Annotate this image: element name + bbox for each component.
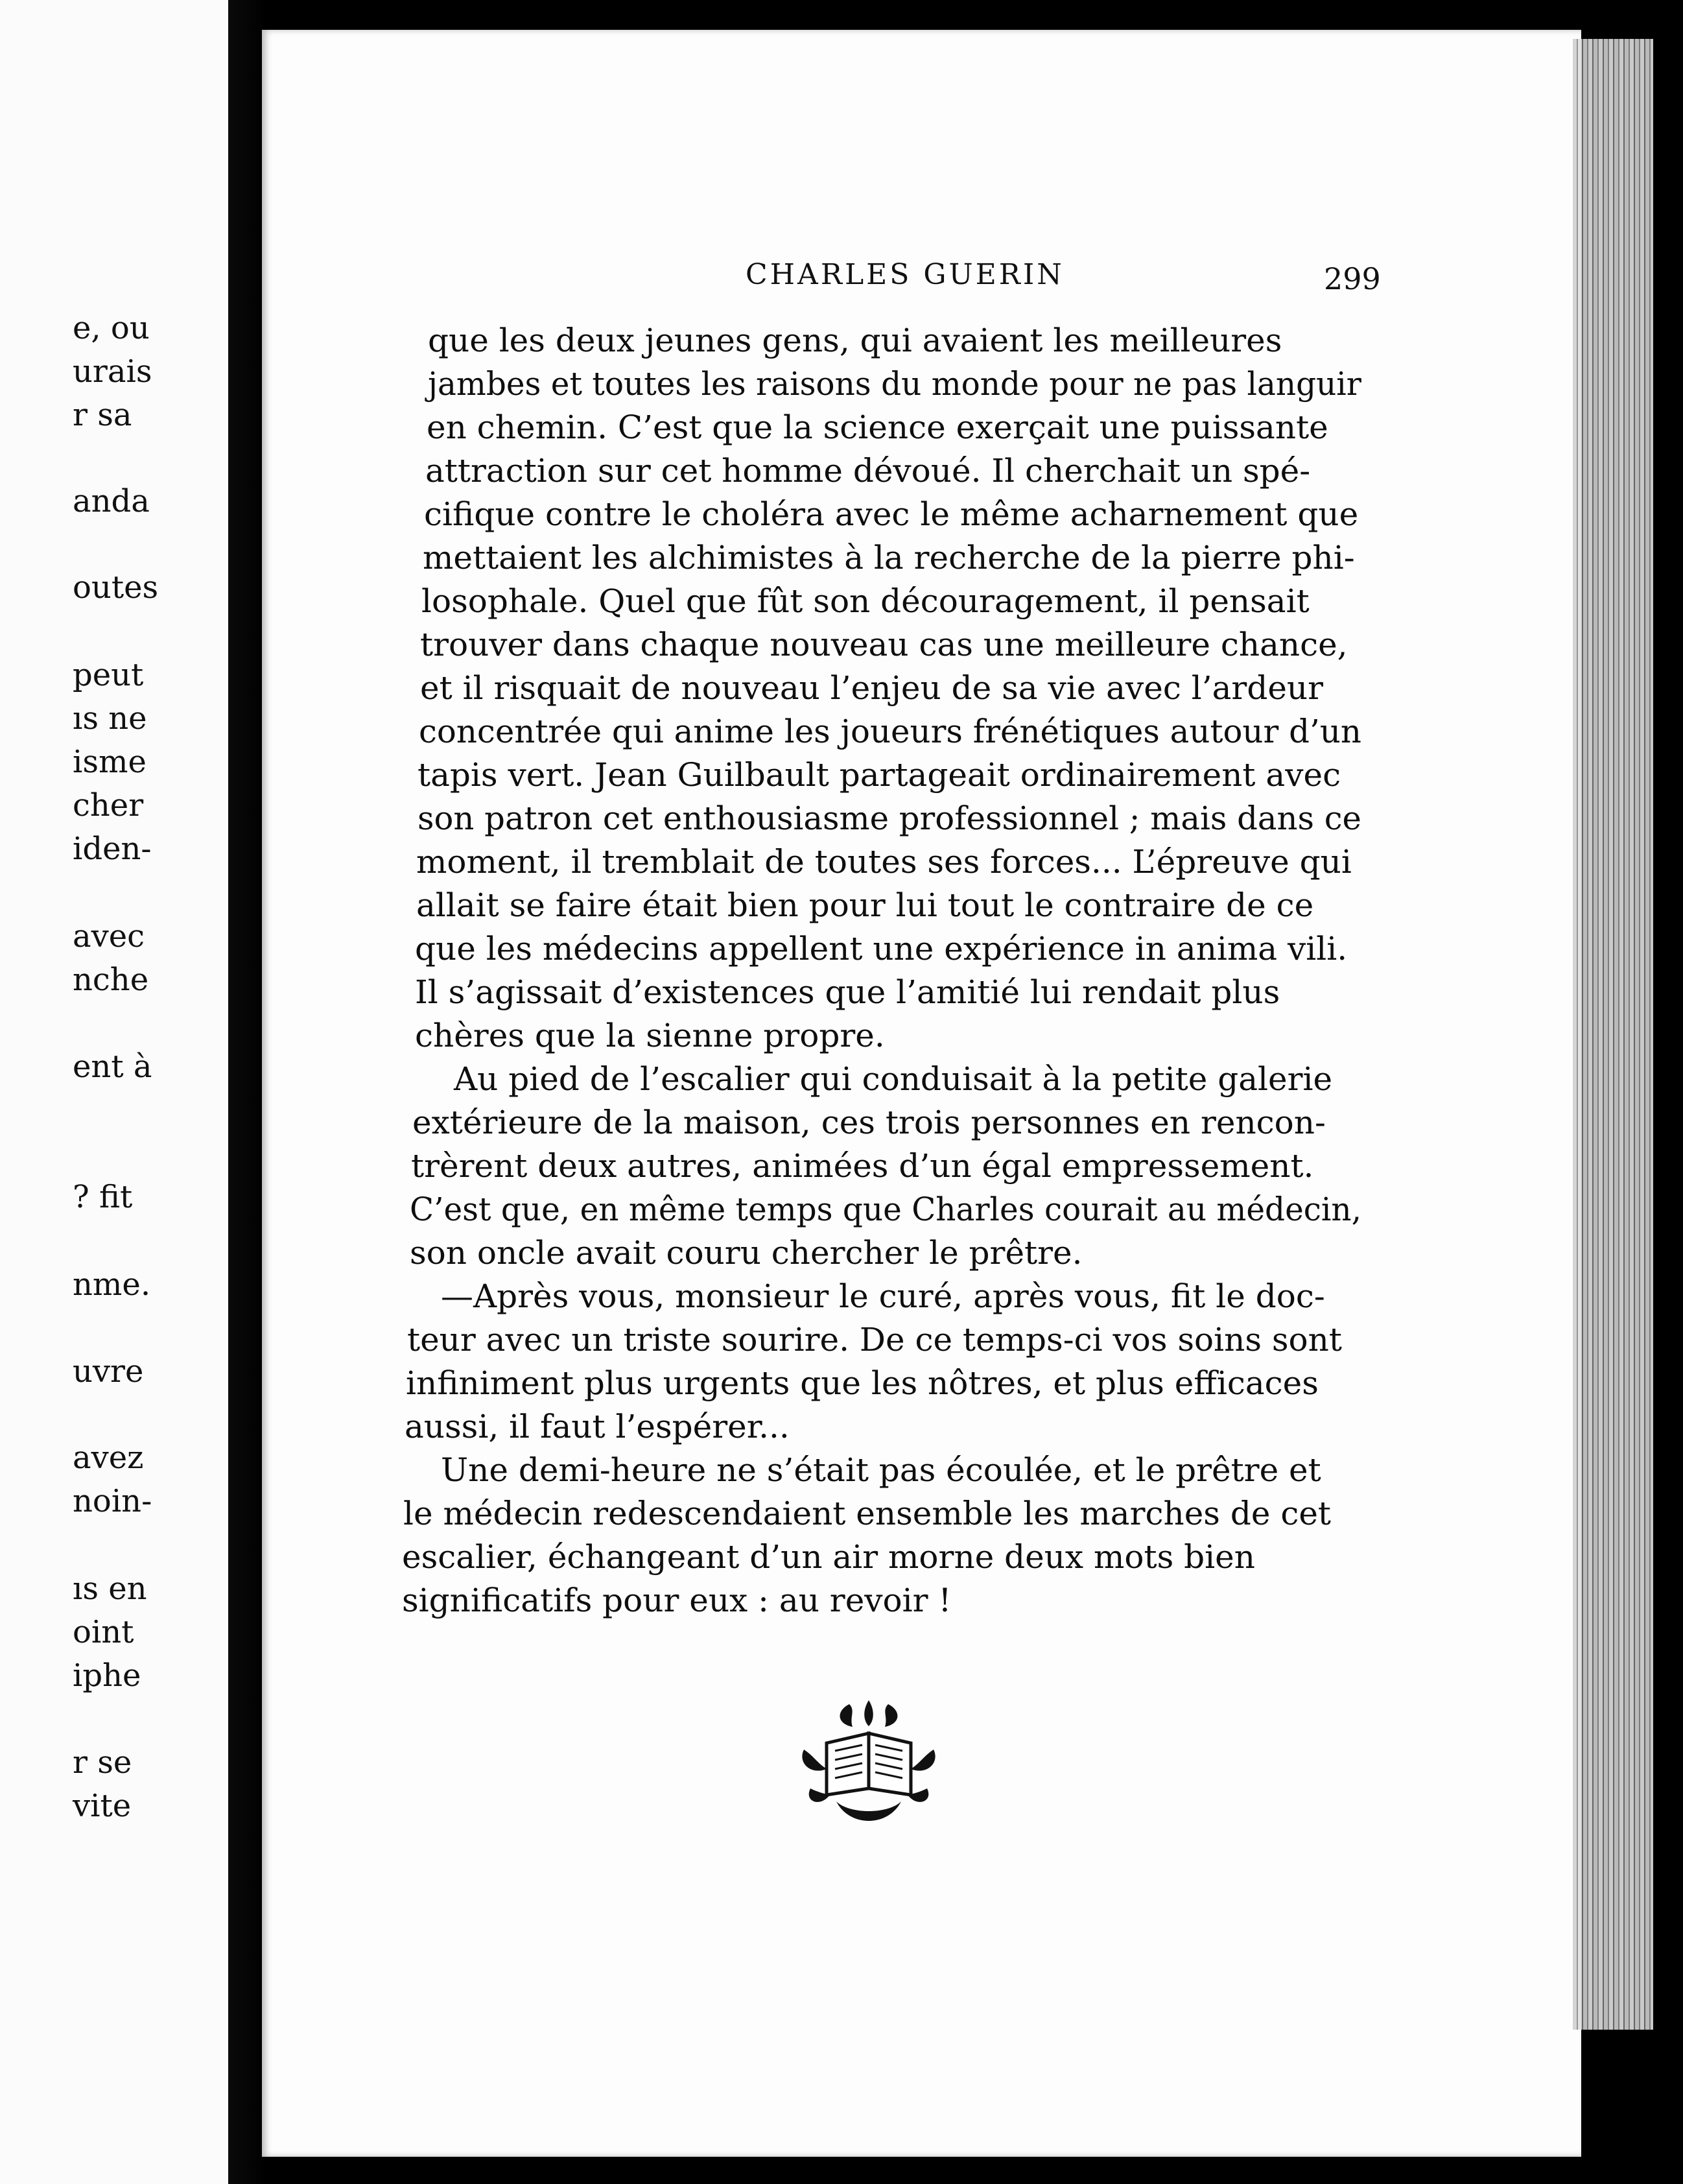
body-line: que les deux jeunes gens, qui avaient les meilleures (428, 322, 1282, 359)
left-page-fragment: oint (73, 1614, 134, 1650)
body-line: et il risquait de nouveau l’enjeu de sa vie avec l’ardeur (420, 669, 1324, 707)
left-page-fragment: urais (73, 353, 152, 390)
body-line: chères que la sienne propre. (415, 1017, 885, 1054)
left-page-fragment: vite (73, 1788, 132, 1824)
left-page-fragment: iden- (73, 831, 152, 867)
left-page-fragment: ıs ne (73, 700, 147, 737)
body-line: que les médecins appellent une expérience in anima vili. (415, 930, 1348, 967)
book-and-leaves-vignette-icon (791, 1698, 947, 1827)
body-line: infiniment plus urgents que les nôtres, et plus efficaces (406, 1364, 1319, 1402)
body-line: cifique contre le choléra avec le même acharnement que (424, 495, 1359, 533)
left-page-fragment: nche (73, 962, 149, 998)
body-line: losophale. Quel que fût son découragement, il pensait (421, 582, 1310, 620)
left-page-fragment: isme (73, 744, 147, 780)
body-line: escalier, échangeant d’un air morne deux mots bien (402, 1538, 1255, 1576)
left-page-fragment: cher (73, 787, 144, 824)
left-page-fragment: avec (73, 918, 145, 955)
body-line: significatifs pour eux : au revoir ! (402, 1582, 952, 1619)
left-page-fragment: anda (73, 483, 150, 519)
left-page-fragment: avez (73, 1440, 144, 1476)
body-line: Au pied de l’escalier qui conduisait à la petite galerie (454, 1060, 1333, 1098)
body-line: —Après vous, monsieur le curé, après vous, fit le doc- (441, 1277, 1325, 1315)
left-page-fragment: ? fit (73, 1179, 133, 1215)
body-line: son oncle avait couru chercher le prêtre. (410, 1234, 1083, 1272)
left-page-fragment: ıs en (73, 1571, 147, 1607)
body-line: extérieure de la maison, ces trois personnes en rencon- (412, 1104, 1326, 1141)
left-page-fragment: peut (73, 657, 144, 693)
body-line: mettaient les alchimistes à la recherche de la pierre phi- (423, 539, 1355, 576)
left-page-fragment: r sa (73, 397, 132, 433)
left-page-fragment: ent à (73, 1049, 152, 1085)
scan-border (1653, 26, 1683, 2184)
left-page-fragment: e, ou (73, 310, 150, 346)
body-line: tapis vert. Jean Guilbault partageait ordinairement avec (418, 756, 1341, 794)
body-line: C’est que, en même temps que Charles courait au médecin, (410, 1191, 1361, 1228)
left-page-fragment: uvre (73, 1353, 144, 1390)
left-page-fragment: outes (73, 569, 159, 606)
book-gutter (228, 0, 267, 2184)
body-line: aussi, il faut l’espérer... (405, 1408, 790, 1445)
body-line: le médecin redescendaient ensemble les marches de cet (403, 1495, 1332, 1532)
body-line: trèrent deux autres, animées d’un égal empressement. (411, 1147, 1314, 1185)
body-line: teur avec un triste sourire. De ce temps-ci vos soins sont (407, 1321, 1342, 1359)
body-line: son patron cet enthousiasme professionnel ; mais dans ce (418, 800, 1361, 837)
body-line: trouver dans chaque nouveau cas une meilleure chance, (420, 626, 1348, 663)
body-line: concentrée qui anime les joueurs frénétiques autour d’un (419, 713, 1361, 750)
body-line: Une demi-heure ne s’était pas écoulée, et le prêtre et (441, 1451, 1321, 1489)
body-line: moment, il tremblait de toutes ses forces... L’épreuve qui (416, 843, 1352, 881)
page-number: 299 (1324, 261, 1381, 296)
left-page-fragment: r se (73, 1744, 132, 1781)
left-page-fragment: nme. (73, 1266, 151, 1303)
left-page-fragment: noin- (73, 1483, 152, 1519)
body-line: attraction sur cet homme dévoué. Il cherchait un spé- (425, 452, 1311, 490)
left-facing-page (0, 0, 228, 2184)
body-line: allait se faire était bien pour lui tout le contraire de ce (416, 886, 1314, 924)
left-page-fragment: iphe (73, 1657, 141, 1694)
body-line: jambes et toutes les raisons du monde pour ne pas languir (428, 365, 1361, 403)
body-line: Il s’agissait d’existences que l’amitié lui rendait plus (415, 973, 1280, 1011)
running-head-title: CHARLES GUERIN (746, 258, 1065, 291)
body-line: en chemin. C’est que la science exerçait une puissante (427, 409, 1328, 446)
